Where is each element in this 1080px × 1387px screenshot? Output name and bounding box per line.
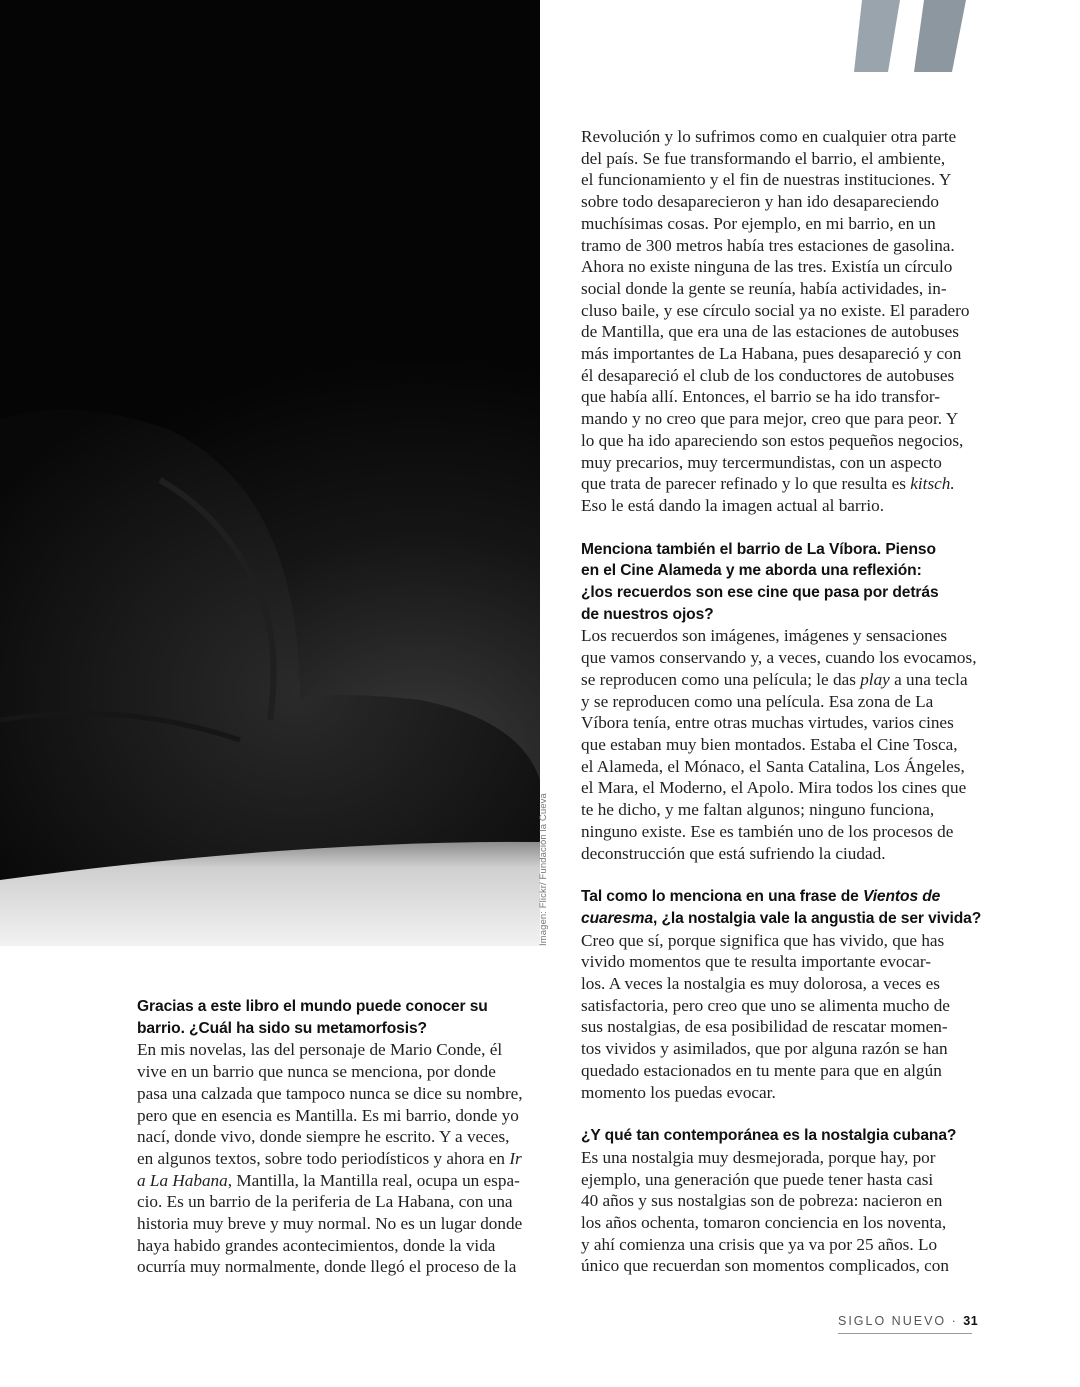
answer-paragraph-3 <box>581 930 991 1104</box>
text-line <box>137 1170 542 1192</box>
magazine-name: SIGLO NUEVO <box>838 1314 947 1328</box>
text-line: Víbora tenía, entre otras muchas virtudes, varios cines <box>581 713 954 733</box>
question-4 <box>581 1125 991 1147</box>
text-line: te he dicho, y me faltan algunos; ninguno funciona, <box>581 800 935 820</box>
text-line: muy precarios, muy tercermundistas, con un aspecto <box>581 452 942 472</box>
question-line: en el Cine Alameda y me aborda una reflexión: <box>581 562 922 580</box>
text-line: ocurría muy normalmente, donde llegó el proceso de la <box>137 1257 517 1277</box>
text-line: Es una nostalgia muy desmejorada, porque hay, por <box>581 1147 936 1167</box>
text-line: el Mara, el Moderno, el Apolo. Mira todos los cines que <box>581 778 967 798</box>
text-line: que estaban muy bien montados. Estaba el Cine Tosca, <box>581 734 958 754</box>
text-fragment: en algunos textos, sobre todo periodísticos y ahora en <box>137 1148 510 1168</box>
page-number: 31 <box>963 1314 979 1328</box>
question-2 <box>581 539 991 626</box>
text-fragment: Tal como lo menciona en una frase de <box>581 888 863 906</box>
text-line <box>137 1148 542 1170</box>
text-line: único que recuerdan son momentos complicados, con <box>581 1256 949 1276</box>
left-column <box>137 996 542 1278</box>
text-line: En mis novelas, las del personaje de Mario Conde, él <box>137 1040 503 1060</box>
text-line: muchísimas cosas. Por ejemplo, en mi barrio, en un <box>581 213 936 233</box>
text-line: social donde la gente se reunía, había actividades, in- <box>581 278 947 298</box>
text-line: mando y no creo que para mejor, creo que para peor. Y <box>581 409 959 429</box>
text-line: de Mantilla, que era una de las estaciones de autobuses <box>581 322 959 342</box>
text-line: Revolución y lo sufrimos como en cualquier otra parte <box>581 127 957 146</box>
text-line: sobre todo desaparecieron y han ido desapareciendo <box>581 192 939 212</box>
italic-term: play <box>860 669 890 689</box>
text-line: momento los puedas evocar. <box>581 1082 776 1102</box>
question-line: ¿Y qué tan contemporánea es la nostalgia cubana? <box>581 1127 957 1145</box>
text-line: más importantes de La Habana, pues desapareció y con <box>581 344 962 364</box>
question-line: Gracias a este libro el mundo puede conocer su <box>137 998 488 1015</box>
portrait-photo <box>0 0 540 946</box>
text-line: cluso baile, y ese círculo social ya no existe. El paradero <box>581 300 970 320</box>
question-line: Menciona también el barrio de La Víbora. Pienso <box>581 540 936 558</box>
answer-paragraph-2 <box>581 625 991 864</box>
italic-term: kitsch. <box>910 474 955 494</box>
question-3 <box>581 886 991 929</box>
question-line: barrio. ¿Cuál ha sido su metamorfosis? <box>137 1019 427 1037</box>
text-line: y ahí comienza una crisis que ya va por 25 años. Lo <box>581 1234 938 1254</box>
text-line: él desapareció el club de los conductores de autobuses <box>581 365 955 385</box>
text-line: 40 años y sus nostalgias son de pobreza: nacieron en <box>581 1191 943 1211</box>
text-line: tos vividos y asimilados, que por alguna razón se han <box>581 1039 948 1059</box>
book-title: Ir <box>509 1148 522 1168</box>
text-fragment: , ¿la nostalgia vale la angustia de ser vivida? <box>653 909 982 927</box>
quote-mark-icon <box>848 0 978 78</box>
text-fragment: , Mantilla, la Mantilla real, ocupa un espa- <box>227 1170 520 1190</box>
text-line: Ahora no existe ninguna de las tres. Existía un círculo <box>581 257 953 277</box>
text-line: nací, donde vivo, donde siempre he escrito. Y a veces, <box>137 1127 510 1147</box>
answer-paragraph-1-left <box>137 1039 542 1278</box>
footer-separator: · <box>951 1314 958 1328</box>
text-fragment: a una tecla <box>889 669 968 689</box>
text-line: Los recuerdos son imágenes, imágenes y sensaciones <box>581 626 948 646</box>
question-line: de nuestros ojos? <box>581 605 714 623</box>
text-line: ninguno existe. Ese es también uno de los procesos de <box>581 821 954 841</box>
text-line: que había allí. Entonces, el barrio se ha ido transfor- <box>581 387 941 407</box>
text-line: tramo de 300 metros había tres estaciones de gasolina. <box>581 235 955 255</box>
text-line: ejemplo, una generación que puede tener hasta casi <box>581 1169 934 1189</box>
text-line: el Alameda, el Mónaco, el Santa Catalina, Los Ángeles, <box>581 756 965 776</box>
text-line <box>581 473 991 495</box>
text-line: del país. Se fue transformando el barrio, el ambiente, <box>581 148 946 168</box>
question-1 <box>137 996 542 1039</box>
text-line: los. A veces la nostalgia es muy dolorosa, a veces es <box>581 974 940 994</box>
text-fragment: que trata de parecer refinado y lo que resulta es <box>581 474 911 494</box>
text-line: sus nostalgias, de esa posibilidad de rescatar momen- <box>581 1017 948 1037</box>
text-line: el funcionamiento y el fin de nuestras instituciones. Y <box>581 170 952 190</box>
text-line: vivido momentos que te resulta importante evocar- <box>581 952 931 972</box>
text-line: que vamos conservando y, a veces, cuando los evocamos, <box>581 648 977 668</box>
text-line: los años ochenta, tomaron conciencia en los noventa, <box>581 1213 947 1233</box>
text-line: quedado estacionados en tu mente para que en algún <box>581 1060 942 1080</box>
photo-credit: Imagen: Flickr/ Fundación la Cueva <box>538 793 549 946</box>
text-line: cio. Es un barrio de la periferia de La Habana, con una <box>137 1192 513 1212</box>
text-line: y se reproducen como una película. Esa zona de La <box>581 691 934 711</box>
text-line: Eso le está dando la imagen actual al barrio. <box>581 495 885 515</box>
answer-paragraph-4 <box>581 1147 991 1277</box>
text-line: historia muy breve y muy normal. No es un lugar donde <box>137 1214 523 1234</box>
text-line: vive en un barrio que nunca se menciona, por donde <box>137 1062 496 1082</box>
question-line <box>581 908 991 930</box>
right-column <box>581 126 991 1277</box>
text-line: haya habido grandes acontecimientos, donde la vida <box>137 1235 496 1255</box>
text-line <box>581 669 991 691</box>
text-line: deconstrucción que está sufriendo la ciudad. <box>581 843 886 863</box>
page-footer <box>838 1314 979 1334</box>
question-line: ¿los recuerdos son ese cine que pasa por detrás <box>581 584 939 602</box>
book-title: a La Habana <box>137 1170 228 1190</box>
answer-paragraph-1 <box>581 126 991 517</box>
question-line <box>581 886 991 908</box>
person-silhouette <box>0 0 540 946</box>
text-line: Creo que sí, porque significa que has vivido, que has <box>581 930 945 950</box>
text-line: pasa una calzada que tampoco nunca se dice su nombre, <box>137 1083 523 1103</box>
text-fragment: se reproducen como una película; le das <box>581 669 861 689</box>
text-line: lo que ha ido apareciendo son estos pequeños negocios, <box>581 430 964 450</box>
book-title: Vientos de <box>862 888 941 906</box>
text-line: satisfactoria, pero creo que uno se alimenta mucho de <box>581 995 950 1015</box>
text-line: pero que en esencia es Mantilla. Es mi barrio, donde yo <box>137 1105 519 1125</box>
book-title: cuaresma <box>581 909 654 927</box>
